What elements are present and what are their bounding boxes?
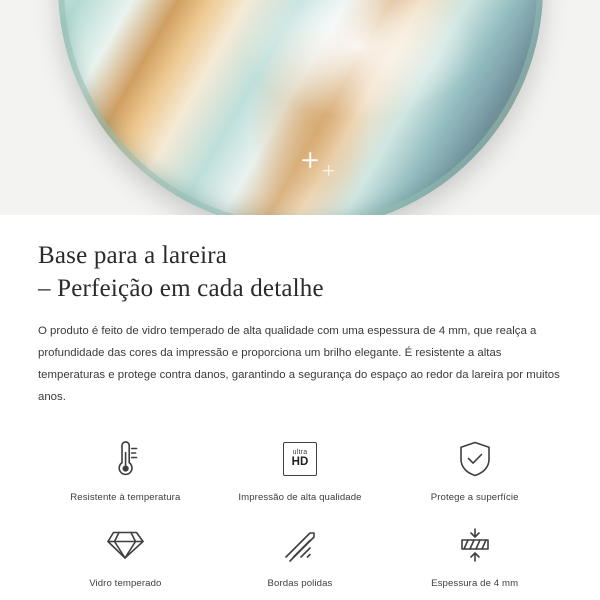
feature-item	[38, 521, 213, 589]
thermometer-icon	[100, 435, 150, 483]
ultra-hd-icon	[275, 435, 325, 483]
feature-label: Vidro temperado	[89, 577, 162, 589]
feature-grid	[38, 435, 562, 589]
feature-item	[213, 521, 388, 589]
hero-image	[0, 0, 600, 215]
feature-label: Bordas polidas	[267, 577, 333, 589]
feature-label: Impressão de alta qualidade	[238, 491, 362, 503]
glass-disc-product-image	[58, 0, 543, 215]
diamond-icon	[100, 521, 150, 569]
page-title	[38, 239, 562, 305]
headline-line-2: – Perfeição em cada detalhe	[38, 275, 324, 302]
feature-item	[213, 435, 388, 503]
feature-item	[387, 521, 562, 589]
content-block	[0, 215, 600, 589]
polished-edges-icon	[275, 521, 325, 569]
feature-label: Protege a superfície	[430, 491, 519, 503]
disc-edge-highlight	[58, 0, 543, 215]
ultra-hd-bottom-label: HD	[291, 455, 309, 468]
ultra-hd-top-label: ultra	[292, 448, 308, 456]
description-paragraph: O produto é feito de vidro temperado de alta qualidade com uma espessura de 4 mm, que realça a profundidade das cores da impressão e proporciona um brilho elegante. É resistente a altas temperaturas e protege contra danos, garantindo a segurança do espaço ao redor da lareira por muitos anos.	[38, 325, 560, 403]
shield-check-icon	[450, 435, 500, 483]
feature-item	[38, 435, 213, 503]
thickness-4mm-icon	[450, 521, 500, 569]
feature-item	[387, 435, 562, 503]
headline-line-1: Base para a lareira	[38, 242, 228, 269]
feature-label: Resistente à temperatura	[70, 491, 181, 503]
feature-label: Espessura de 4 mm	[431, 577, 519, 589]
